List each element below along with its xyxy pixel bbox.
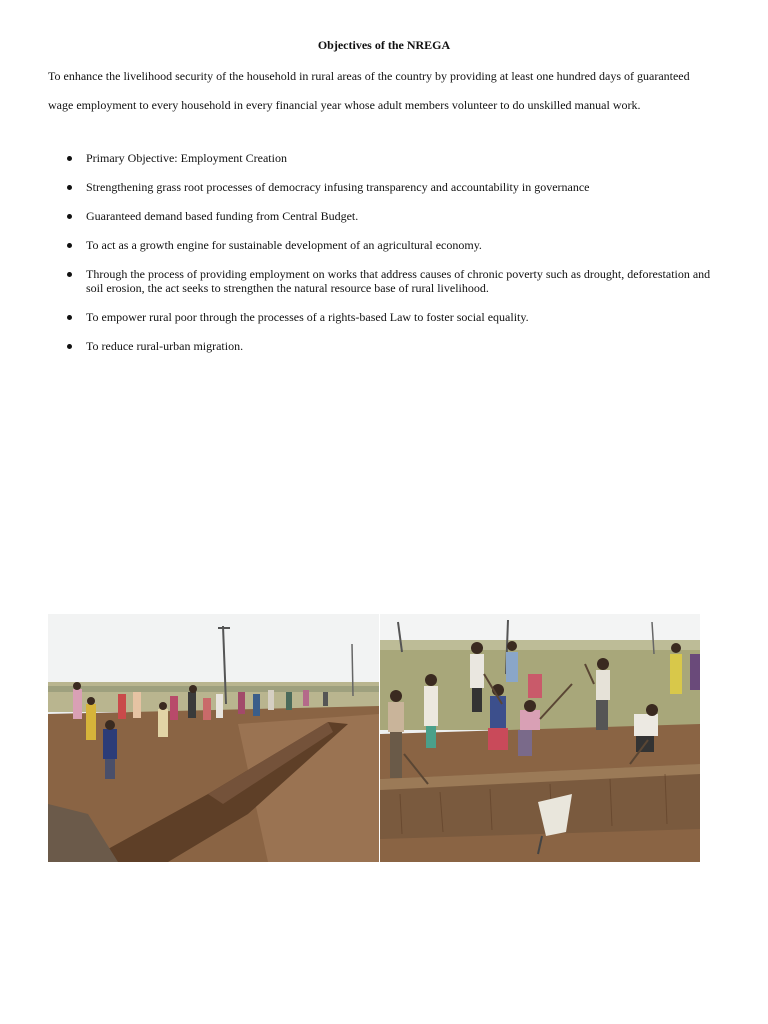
list-item (0, 180, 720, 194)
list-item (0, 238, 720, 252)
objective-text: To empower rural poor through the processes of a rights-based Law to foster social equality. (86, 310, 529, 324)
bullet-icon (67, 214, 72, 219)
objective-text: Strengthening grass root processes of democracy infusing transparency and accountability in governance (86, 180, 590, 194)
bullet-icon (67, 156, 72, 161)
list-item (0, 310, 720, 324)
list-item (0, 151, 720, 165)
bullet-icon (67, 185, 72, 190)
trench-workers-photo (48, 614, 379, 862)
intro-paragraph: To enhance the livelihood security of the household in rural areas of the country by providing at least one hundred days of guaranteed wage employment to every household in every financial year whose adult members volunteer to do unskilled manual work. (48, 69, 690, 112)
bullet-icon (67, 344, 72, 349)
document-title: Objectives of the NREGA (317, 38, 451, 52)
list-item (0, 339, 720, 353)
list-item (0, 209, 720, 223)
objective-text: Primary Objective: Employment Creation (86, 151, 287, 165)
objective-text: To act as a growth engine for sustainable development of an agricultural economy. (86, 238, 482, 252)
list-item (0, 267, 720, 295)
objectives-list (0, 151, 720, 368)
objective-text: To reduce rural-urban migration. (86, 339, 244, 353)
earthwork-workers-photo (380, 614, 700, 862)
bullet-icon (67, 272, 72, 277)
objective-text: Through the process of providing employment on works that address causes of chronic poverty such as drought, deforestation and soil erosion, the act seeks to strengthen the natural resource base of rural livelihood. (86, 267, 711, 295)
bullet-icon (67, 315, 72, 320)
bullet-icon (67, 243, 72, 248)
objective-text: Guaranteed demand based funding from Central Budget. (86, 209, 359, 223)
